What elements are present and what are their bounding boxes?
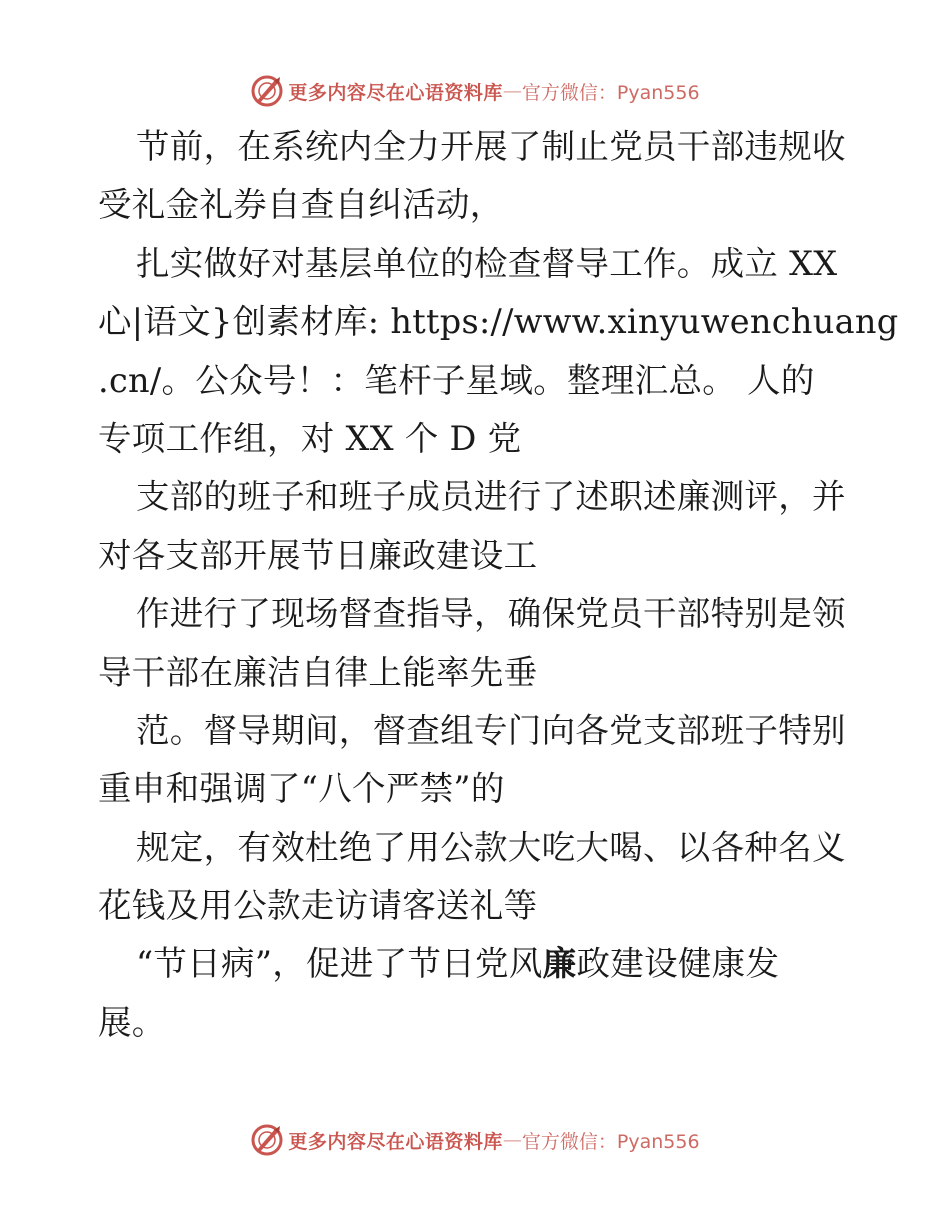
quill-logo-icon	[250, 1123, 284, 1157]
text-line: 支部的班子和班子成员进行了述职述廉测评，并	[136, 477, 846, 517]
bold-character: 廉	[542, 944, 577, 984]
text-line: 受礼金礼券自查自纠活动，	[98, 185, 504, 225]
banner-separator: —	[502, 1129, 522, 1151]
text-segment: “节日病”，促进了节日党风	[136, 944, 543, 984]
text-line	[98, 935, 858, 993]
text-line: 作进行了现场督查指导，确保党员干部特别是领	[136, 594, 846, 634]
banner-wechat: 官方微信：Pyan556	[521, 1130, 700, 1153]
text-line: 专项工作组，对 XX 个 D 党	[98, 418, 522, 458]
text-line: 范。督导期间，督查组专门向各党支部班子特别	[136, 710, 846, 750]
text-line: 心|语文}创素材库: https://www.xinyuwenchuang	[98, 302, 899, 342]
text-line: 节前，在系统内全力开展了制止党员干部违规收	[136, 127, 846, 166]
document-body	[98, 118, 899, 1052]
banner-tagline: 更多内容尽在心语资料库	[288, 1130, 503, 1153]
banner-separator: —	[502, 80, 522, 102]
text-segment: 政建设健康发	[576, 944, 780, 984]
banner-wechat: 官方微信：Pyan556	[521, 81, 700, 104]
text-line: 规定，有效杜绝了用公款大吃大喝、以各种名义	[136, 827, 846, 867]
text-line: .cn/。公众号！：笔杆子星域。整理汇总。 人的	[98, 360, 815, 400]
text-line: 重申和强调了“八个严禁”的	[98, 769, 505, 809]
banner-tagline: 更多内容尽在心语资料库	[288, 81, 503, 104]
text-line: 展。	[98, 1002, 166, 1042]
text-line: 扎实做好对基层单位的检查督导工作。成立 XX	[136, 243, 838, 283]
footer-banner	[0, 1120, 950, 1160]
text-line: 花钱及用公款走访请客送礼等	[98, 886, 538, 926]
text-line: 导干部在廉洁自律上能率先垂	[98, 652, 538, 692]
header-banner	[0, 71, 950, 111]
quill-logo-icon	[250, 74, 284, 108]
text-line: 对各支部开展节日廉政建设工	[98, 535, 538, 575]
